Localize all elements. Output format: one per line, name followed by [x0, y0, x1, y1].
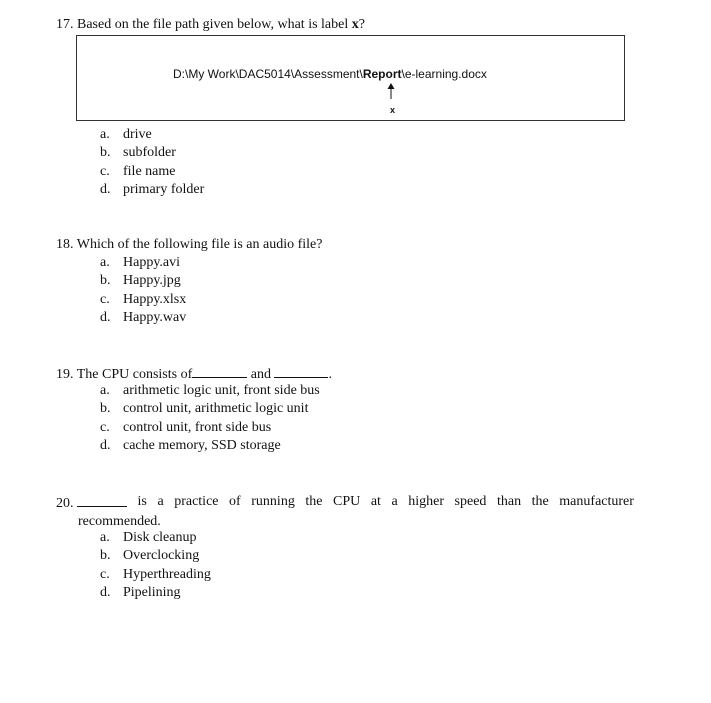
option[interactable]: c. Happy.xlsx — [100, 291, 187, 307]
option[interactable]: a. arithmetic logic unit, front side bus — [100, 383, 320, 398]
file-path — [173, 67, 487, 81]
word: manufacturer — [559, 494, 634, 509]
option[interactable]: b. subfolder — [100, 145, 176, 161]
word: running — [251, 494, 295, 509]
file-path-highlight: Report — [362, 67, 402, 81]
options-17 — [100, 126, 204, 199]
file-path-suffix: \e-learning.docx — [401, 67, 487, 81]
question-label: x — [351, 17, 359, 32]
file-path-prefix: D:\My Work\DAC5014\Assessment\ — [173, 67, 363, 81]
question-number: 19. — [56, 367, 74, 382]
option[interactable]: b. Happy.jpg — [100, 273, 181, 289]
question-text: The CPU consists of — [76, 367, 193, 382]
word: higher — [408, 494, 444, 509]
option[interactable]: c. file name — [100, 163, 176, 179]
word: of — [229, 494, 241, 509]
question-text: Based on the file path given below, what is label — [77, 17, 349, 32]
options-18 — [100, 254, 186, 327]
word: a — [391, 494, 398, 509]
word: practice — [174, 494, 219, 509]
question-first-line — [56, 493, 634, 513]
word: speed — [454, 494, 487, 509]
answer-blank — [192, 364, 247, 378]
question-19 — [56, 364, 332, 384]
option[interactable]: d. Happy.wav — [100, 309, 187, 325]
question-continuation: recommended. — [78, 514, 161, 529]
option[interactable]: d. cache memory, SSD storage — [100, 437, 281, 453]
word: the — [531, 494, 549, 509]
word: than — [496, 494, 522, 509]
path-marker-label: x — [390, 105, 396, 115]
option[interactable]: a. Happy.avi — [100, 255, 181, 270]
answer-blank — [274, 364, 328, 378]
question-text: Which of the following file is an audio file? — [76, 237, 323, 252]
question-end: . — [328, 367, 332, 382]
answer-blank — [77, 493, 127, 507]
question-number: 18. — [56, 237, 74, 252]
option[interactable]: b. Overclocking — [100, 548, 200, 564]
option[interactable]: a. drive — [100, 127, 152, 142]
word: is — [137, 494, 147, 509]
options-20 — [100, 529, 211, 602]
question-number: 20. — [56, 496, 74, 511]
word: a — [157, 494, 164, 509]
question-end: ? — [358, 17, 365, 32]
word: the — [305, 494, 323, 509]
question-number: 17. — [56, 17, 74, 32]
option[interactable]: b. control unit, arithmetic logic unit — [100, 401, 309, 417]
option[interactable]: c. control unit, front side bus — [100, 419, 272, 435]
file-path-box — [76, 35, 625, 121]
option[interactable]: a. Disk cleanup — [100, 530, 197, 545]
option[interactable]: d. primary folder — [100, 181, 205, 197]
word: at — [370, 494, 381, 509]
question-17 — [56, 16, 365, 34]
option[interactable]: c. Hyperthreading — [100, 566, 211, 582]
option[interactable]: d. Pipelining — [100, 584, 181, 600]
question-18 — [56, 236, 322, 254]
up-arrow-icon — [387, 83, 395, 99]
word: CPU — [333, 494, 361, 509]
options-19 — [100, 382, 320, 455]
question-20 — [56, 493, 634, 531]
question-middle: and — [250, 367, 271, 382]
